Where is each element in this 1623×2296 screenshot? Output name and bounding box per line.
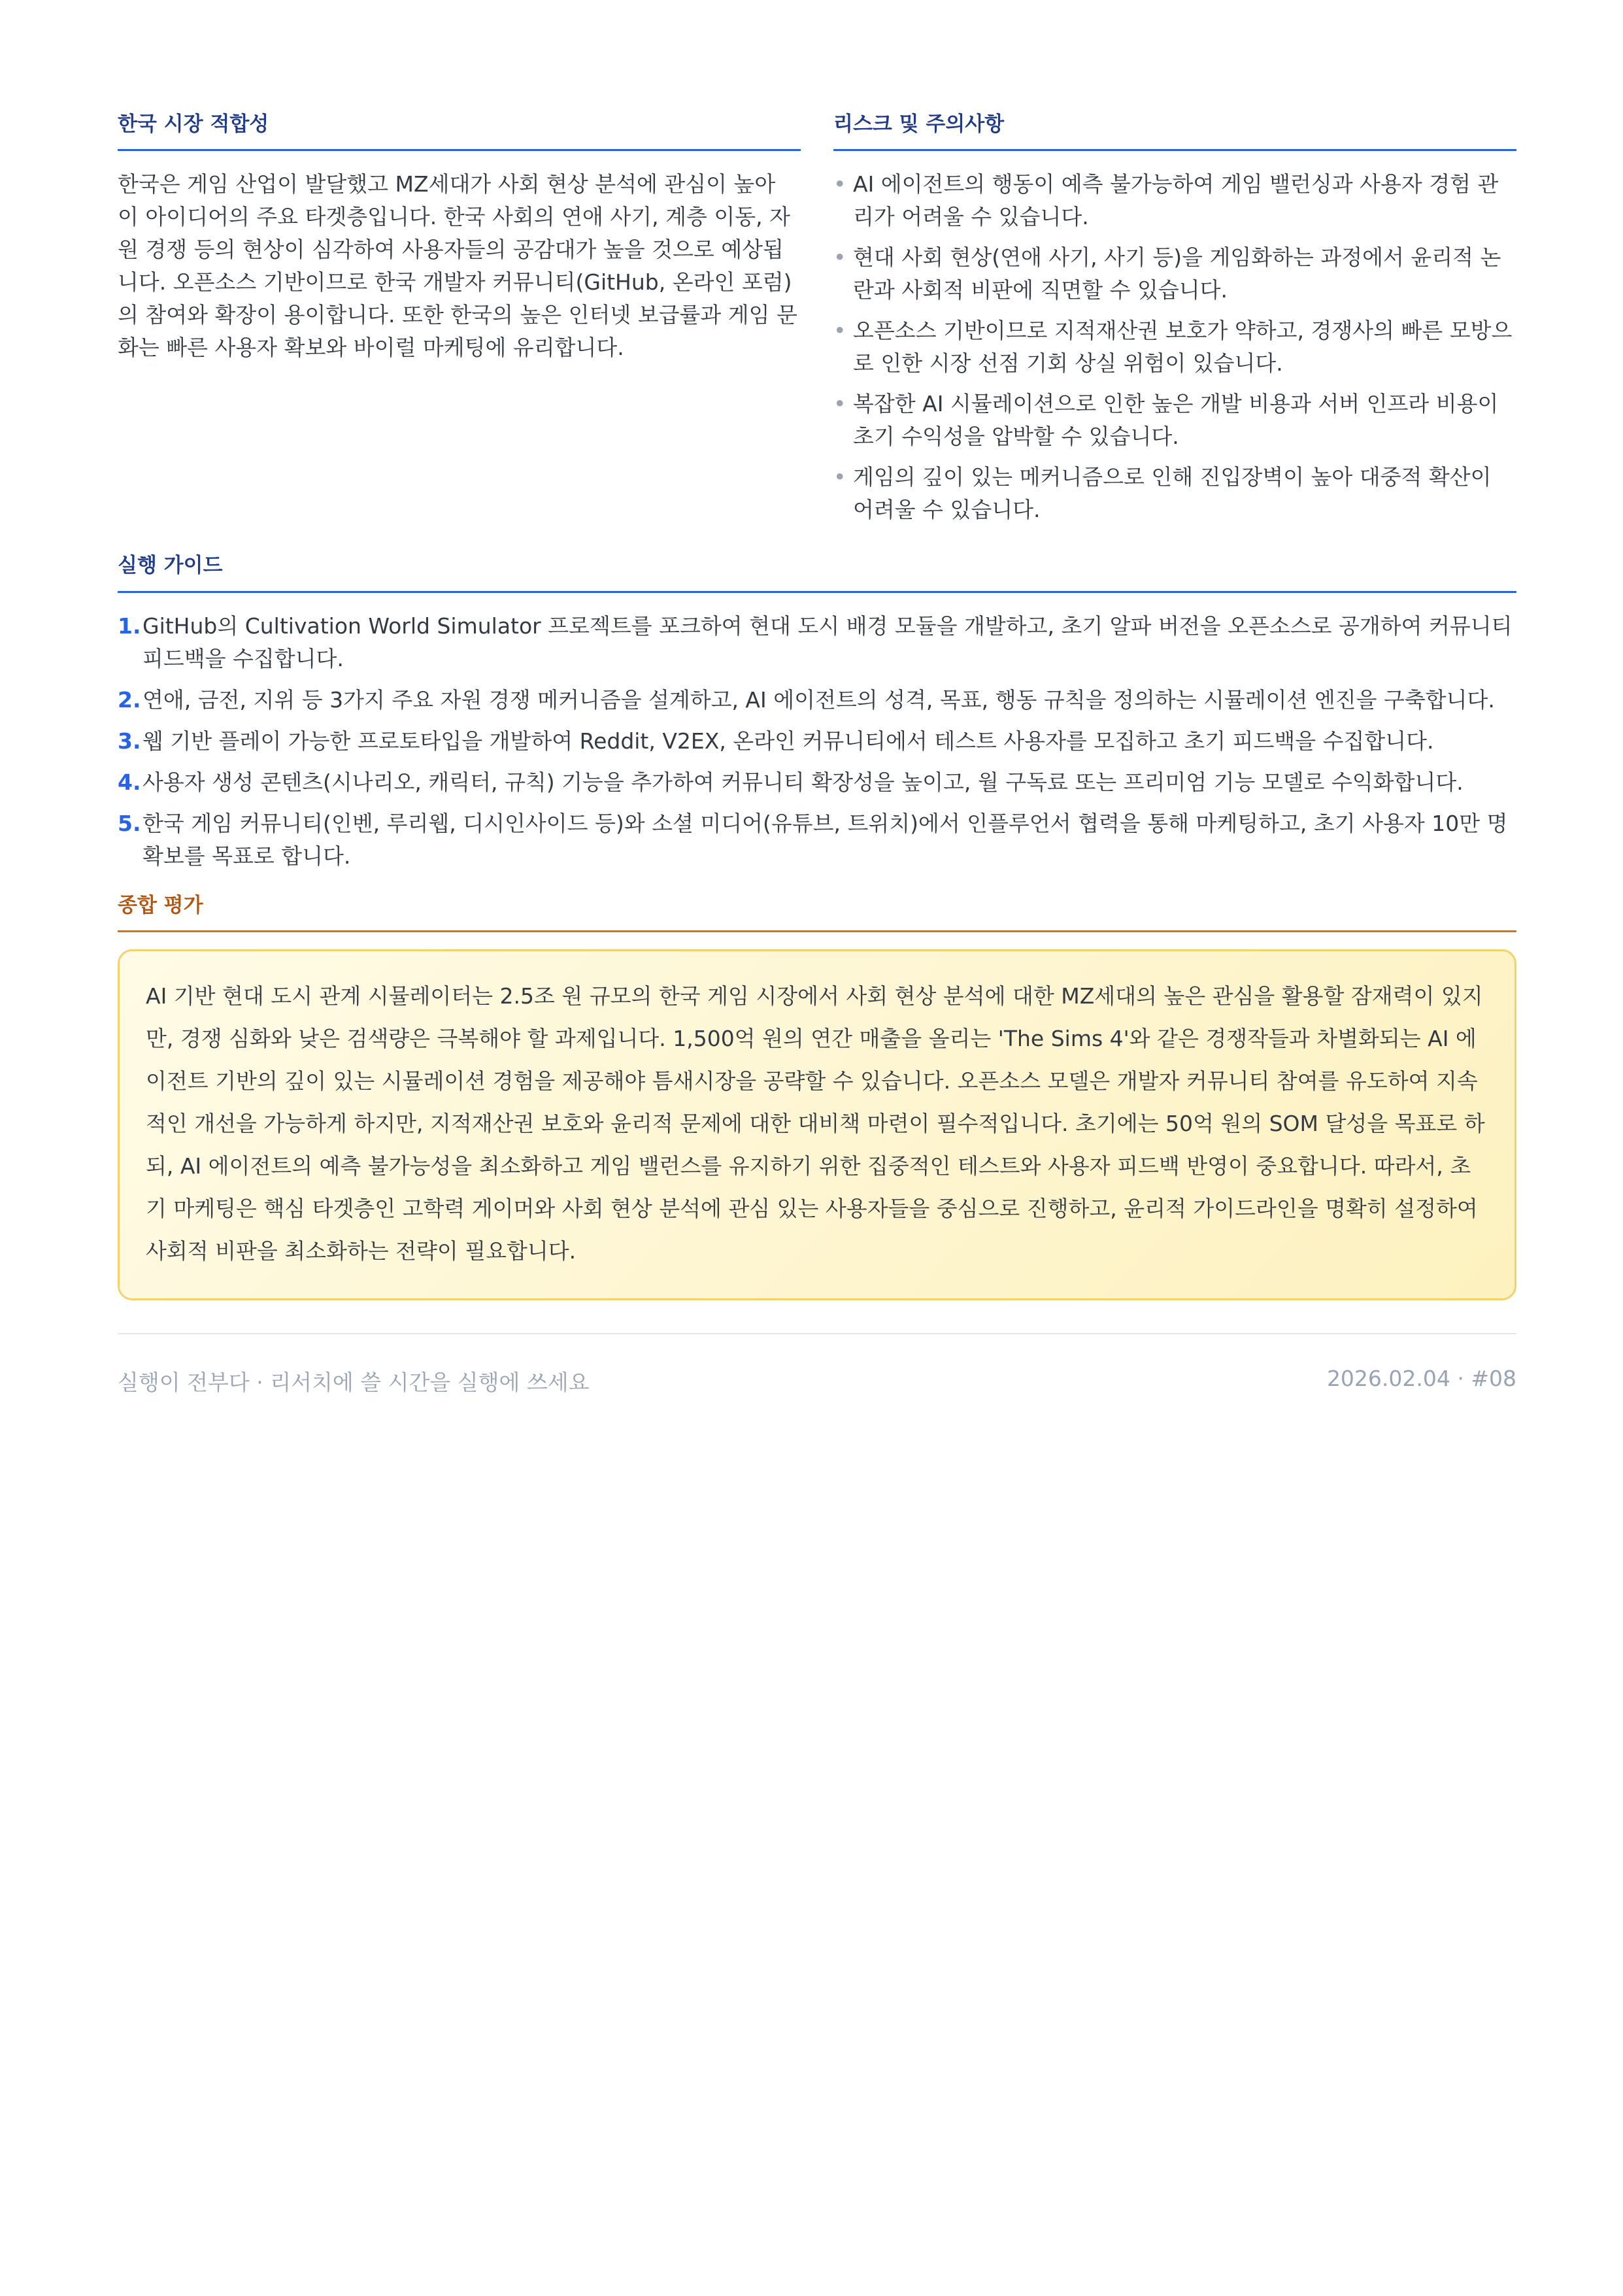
guide-title: 실행 가이드 xyxy=(118,552,1516,592)
report-page xyxy=(118,111,1516,1396)
risk-item xyxy=(833,388,1516,453)
guide-step xyxy=(118,610,1516,675)
summary-box: AI 기반 현대 도시 관계 시뮬레이터는 2.5조 원 규모의 한국 게임 시장에서 사회 현상 분석에 대한 MZ세대의 높은 관심을 활용할 잠재력이 있지만, 경쟁 심화와 낮은 검색량은 극복해야 할 과제입니다. 1,500억 원의 연간 매출을 올리는 'The Sims 4'와 같은 경쟁작들과 차별화되는 AI 에이전트 기반의 깊이 있는 시뮬레이션 경험을 제공해야 틈새시장을 공략할 수 있습니다. 오픈소스 모델은 개발자 커뮤니티 참여를 유도하여 지속적인 개선을 가능하게 하지만, 지적재산권 보호와 윤리적 문제에 대한 대비책 마련이 필수적입니다. 초기에는 50억 원의 SOM 달성을 목표로 하되, AI 에이전트의 예측 불가능성을 최소화하고 게임 밸런스를 유지하기 위한 집중적인 테스트와 사용자 피드백 반영이 중요합니다. 따라서, 초기 마케팅은 핵심 타겟층인 고학력 게이머와 사회 현상 분석에 관심 있는 사용자들을 중심으로 진행하고, 윤리적 가이드라인을 명확히 설정하여 사회적 비판을 최소화하는 전략이 필요합니다. xyxy=(118,949,1516,1300)
risk-item-text: 게임의 깊이 있는 메커니즘으로 인해 진입장벽이 높아 대중적 확산이 어려울 수 있습니다. xyxy=(853,464,1492,523)
market-fit-body: 한국은 게임 산업이 발달했고 MZ세대가 사회 현상 분석에 관심이 높아 이 아이디어의 주요 타겟층입니다. 한국 사회의 연애 사기, 계층 이동, 자원 경쟁 등의 현상이 심각하여 사용자들의 공감대가 높을 것으로 예상됩니다. 오픈소스 기반이므로 한국 개발자 커뮤니티(GitHub, 온라인 포럼)의 참여와 확장이 용이합니다. 또한 한국의 높은 인터넷 보급률과 게임 문화는 빠른 사용자 확보와 바이럴 마케팅에 유리합니다. xyxy=(118,171,797,361)
step-number: 3. xyxy=(118,728,141,754)
page-footer xyxy=(118,1366,1516,1396)
bullet-icon: • xyxy=(833,464,846,490)
guide-steps xyxy=(118,610,1516,873)
step-number: 2. xyxy=(118,686,141,713)
risk-item-text: 복잡한 AI 시뮬레이션으로 인한 높은 개발 비용과 서버 인프라 비용이 초기 수익성을 압박할 수 있습니다. xyxy=(853,391,1499,450)
bullet-icon: • xyxy=(833,245,846,271)
risk-item-text: 현대 사회 현상(연애 사기, 사기 등)을 게임화하는 과정에서 윤리적 논란과 사회적 비판에 직면할 수 있습니다. xyxy=(853,245,1501,303)
step-text: GitHub의 Cultivation World Simulator 프로젝트를 포크하여 현대 도시 배경 모듈을 개발하고, 초기 알파 버전을 오픈소스로 공개하여 커뮤니티 피드백을 수집합니다. xyxy=(142,613,1513,671)
market-fit-section xyxy=(118,111,801,534)
two-column-section xyxy=(118,111,1516,534)
step-text: 사용자 생성 콘텐츠(시나리오, 캐릭터, 규칙) 기능을 추가하여 커뮤니티 확장성을 높이고, 월 구독료 또는 프리미엄 기능 모델로 수익화합니다. xyxy=(142,769,1464,795)
risk-item-text: AI 에이전트의 행동이 예측 불가능하여 게임 밸런싱과 사용자 경험 관리가 어려울 수 있습니다. xyxy=(853,171,1499,230)
step-text: 한국 게임 커뮤니티(인벤, 루리웹, 디시인사이드 등)와 소셜 미디어(유튜브, 트위치)에서 인플루언서 협력을 통해 마케팅하고, 초기 사용자 10만 명 확보를 목표로 합니다. xyxy=(142,810,1508,869)
step-number: 1. xyxy=(118,613,141,639)
step-number: 4. xyxy=(118,769,141,795)
footer-divider xyxy=(118,1333,1516,1334)
step-text: 연애, 금전, 지위 등 3가지 주요 자원 경쟁 메커니즘을 설계하고, AI 에이전트의 성격, 목표, 행동 규칙을 정의하는 시뮬레이션 엔진을 구축합니다. xyxy=(142,686,1495,713)
risk-item xyxy=(833,314,1516,380)
step-text: 웹 기반 플레이 가능한 프로토타입을 개발하여 Reddit, V2EX, 온라인 커뮤니티에서 테스트 사용자를 모집하고 초기 피드백을 수집합니다. xyxy=(142,728,1434,754)
guide-step xyxy=(118,725,1516,758)
summary-title: 종합 평가 xyxy=(118,892,1516,932)
risk-list xyxy=(833,168,1516,526)
risk-item xyxy=(833,241,1516,307)
bullet-icon: • xyxy=(833,171,846,197)
risk-item xyxy=(833,168,1516,233)
risk-item-text: 오픈소스 기반이므로 지적재산권 보호가 약하고, 경쟁사의 빠른 모방으로 인한 시장 선점 기회 상실 위험이 있습니다. xyxy=(853,318,1513,377)
bullet-icon: • xyxy=(833,318,846,344)
footer-date-issue: 2026.02.04 · #08 xyxy=(1326,1365,1516,1391)
step-number: 5. xyxy=(118,810,141,836)
guide-step xyxy=(118,684,1516,717)
guide-section xyxy=(118,552,1516,872)
market-fit-title: 한국 시장 적합성 xyxy=(118,111,801,151)
footer-tagline: 실행이 전부다 · 리서치에 쓸 시간을 실행에 쓰세요 xyxy=(118,1369,590,1395)
risks-section xyxy=(833,111,1516,534)
risk-item xyxy=(833,461,1516,526)
risks-title: 리스크 및 주의사항 xyxy=(833,111,1516,151)
summary-section xyxy=(118,892,1516,1300)
guide-step xyxy=(118,766,1516,799)
bullet-icon: • xyxy=(833,391,846,417)
guide-step xyxy=(118,807,1516,873)
